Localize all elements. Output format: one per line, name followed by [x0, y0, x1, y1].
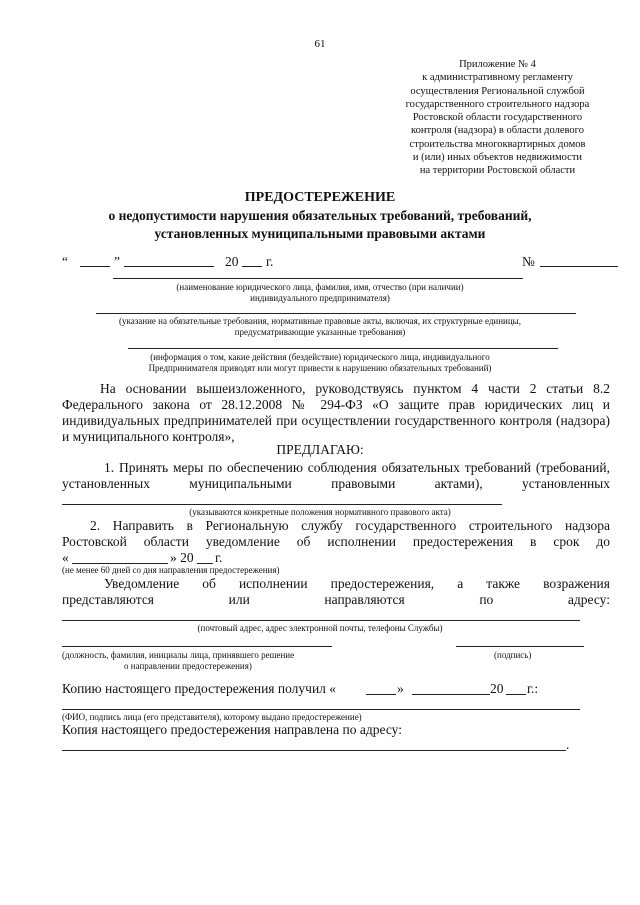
document-subtitle-line: о недопустимости нарушения обязательных требований, требований, [108, 208, 532, 223]
copy-received-text: Копию настоящего предостережения получил « [62, 681, 337, 696]
requirements-hint: (указание на обязательные требования, нормативные правовые акты, включая, их структурные единицы, [119, 316, 521, 326]
postal-address-blank[interactable] [62, 620, 580, 621]
appendix-line: к административному регламенту [422, 72, 573, 84]
deadline-open-quote: « [62, 550, 69, 565]
official-hint: о направлении предостережения) [124, 661, 252, 671]
appendix-line: Ростовской области государственного [412, 112, 583, 124]
postal-hint: (почтовый адрес, адрес электронной почты, телефоны Службы) [197, 623, 443, 633]
month-blank[interactable] [124, 266, 214, 267]
copy-received-year-prefix: 20 [490, 681, 504, 696]
copy-received-day-blank[interactable] [366, 694, 396, 695]
appendix-line: на территории Ростовской области [419, 165, 576, 177]
basis-paragraph: На основании вышеизложенного, руководствуясь пунктом 4 части 2 статьи 8.2 Федерального закона от 28.12.2008 № 294-ФЗ «О защите прав юридических лиц и индивидуальных предпринимателей при осуществлении государственного контроля (надзора) и муниципального контроля», [62, 381, 610, 444]
actions-blank[interactable] [128, 348, 558, 349]
requirements-blank[interactable] [96, 313, 576, 314]
provisions-blank[interactable] [62, 504, 502, 505]
official-blank[interactable] [62, 646, 332, 647]
appendix-line: Приложение № 4 [459, 59, 536, 70]
entity-hint: индивидуального предпринимателя) [250, 293, 390, 303]
signature-blank[interactable] [456, 646, 584, 647]
actions-hint: Предпринимателя приводят или могут привести к нарушению обязательных требований) [148, 363, 492, 373]
deadline-year-suffix: г. [215, 550, 223, 565]
appendix-line: осуществления Региональной службой [410, 85, 585, 97]
recipient-blank[interactable] [62, 709, 580, 710]
requirements-hint: предусматривающие указанные требования) [234, 327, 406, 337]
document-subtitle-line: установленных муниципальными правовыми актами [154, 226, 486, 241]
deadline-year-prefix: » 20 [170, 550, 194, 565]
appendix-line: строительства многоквартирных домов [409, 138, 586, 150]
item-1-paragraph: 1. Принять меры по обеспечению соблюдения обязательных требований (требований, установленных муниципальными правовыми актами), установленных [62, 460, 610, 491]
copy-received-month-blank[interactable] [412, 694, 490, 695]
provisions-hint: (указываются конкретные положения нормативного правового акта) [189, 507, 451, 517]
date-close-quote: ” [114, 254, 120, 269]
signature-hint: (подпись) [494, 650, 532, 660]
entity-hint: (наименование юридического лица, фамилия, имя, отчество (при наличии) [176, 282, 464, 292]
appendix-header [385, 58, 610, 178]
propose-heading: ПРЕДЛАГАЮ: [276, 442, 364, 457]
copy-received-year-blank[interactable] [506, 694, 526, 695]
number-blank[interactable] [540, 266, 618, 267]
actions-hint: (информация о том, какие действия (бездействие) юридического лица, индивидуального [150, 352, 490, 362]
deadline-year-blank[interactable] [197, 563, 213, 564]
recipient-hint: (ФИО, подпись лица (его представителя), которому выдано предостережение) [62, 712, 362, 722]
appendix-line: контроля (надзора) в области долевого [411, 125, 584, 137]
deadline-date-blank[interactable] [72, 563, 168, 564]
day-blank[interactable] [80, 266, 110, 267]
year-suffix: г. [266, 254, 274, 269]
official-hint: (должность, фамилия, инициалы лица, принявшего решение [62, 650, 295, 660]
deadline-hint: (не менее 60 дней со дня направления предостережения) [62, 565, 280, 575]
appendix-line: и (или) иных объектов недвижимости [412, 152, 583, 164]
copy-sent-end: . [566, 737, 570, 752]
copy-sent-text: Копия настоящего предостережения направлена по адресу: [62, 722, 402, 737]
notice-line: представляются или направляются по адресу: [62, 592, 610, 607]
date-open-quote: “ [62, 254, 68, 269]
copy-sent-address-blank[interactable] [62, 750, 566, 751]
notice-line: Уведомление об исполнении предостережения, а также возражения [104, 576, 610, 591]
year-blank[interactable] [242, 266, 262, 267]
appendix-line: государственного строительного надзора [405, 98, 590, 110]
item-2-paragraph: 2. Направить в Региональную службу государственного строительного надзора Ростовской области уведомление об исполнении предостережения в срок до [62, 518, 610, 549]
year-prefix: 20 [225, 254, 239, 269]
entity-name-blank[interactable] [113, 278, 523, 279]
page-number: 61 [314, 38, 326, 50]
number-label: № [522, 254, 535, 269]
copy-received-year-suffix: г.: [527, 681, 539, 696]
document-title: ПРЕДОСТЕРЕЖЕНИЕ [244, 190, 396, 205]
copy-received-close-quote: » [397, 681, 404, 696]
